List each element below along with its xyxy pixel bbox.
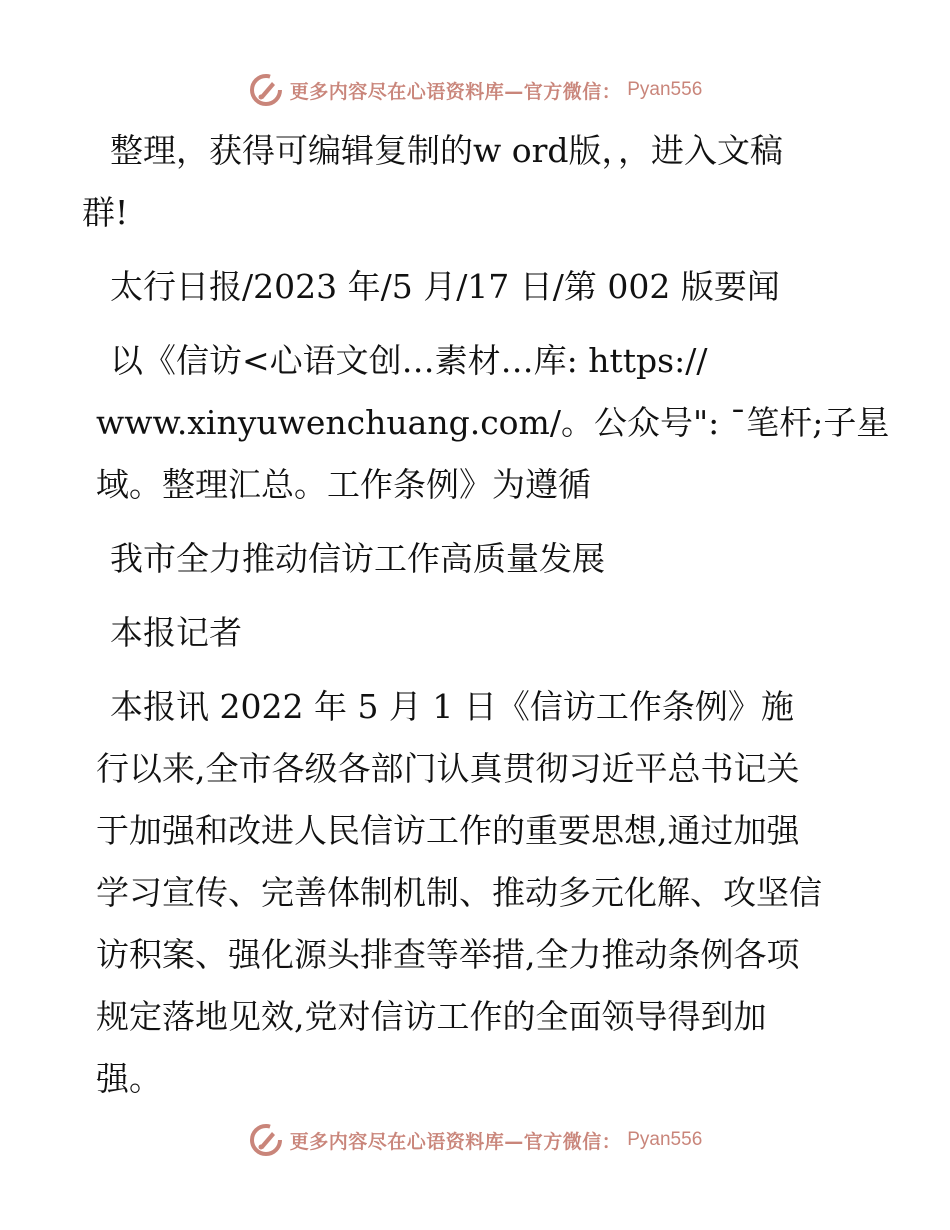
watermark-text: 更多内容尽在心语资料库—官方微信： (289, 1130, 622, 1153)
watermark-text: 更多内容尽在心语资料库—官方微信： (289, 80, 622, 103)
header-watermark (0, 70, 950, 110)
brush-circle-logo-icon (248, 72, 284, 108)
text-line: 于加强和改进人民信访工作的重要思想,通过加强 (96, 811, 800, 850)
text-line: www.xinyuwenchuang.com/。公众号": ¯笔杆;子星 (96, 403, 890, 442)
text-line: 本报讯 2022 年 5 月 1 日《信访工作条例》施 (110, 687, 794, 726)
headline (96, 330, 890, 516)
byline: 本报记者 (110, 613, 242, 652)
watermark-handle: Pyan556 (627, 79, 703, 100)
text-line: 学习宣传、完善体制机制、推动多元化解、攻坚信 (96, 873, 822, 912)
text-line: 域。整理汇总。工作条例》为遵循 (96, 465, 591, 504)
brush-circle-logo-icon (248, 1122, 284, 1158)
text-line: 以《信访<心语文创…素材…库: https:// (110, 341, 708, 380)
document-body (82, 120, 890, 1110)
text-line: 群! (82, 193, 129, 232)
footer-watermark (0, 1120, 950, 1160)
subtitle: 我市全力推动信访工作高质量发展 (110, 539, 605, 578)
watermark-handle: Pyan556 (627, 1129, 703, 1150)
text-line: 整理，获得可编辑复制的w ord版，，进入文稿 (110, 131, 784, 170)
text-line: 规定落地见效,党对信访工作的全面领导得到加 (96, 997, 767, 1036)
intro-paragraph (82, 120, 856, 244)
text-line: 强。 (96, 1059, 162, 1098)
body-paragraph (96, 676, 856, 1110)
text-line: 行以来,全市各级各部门认真贯彻习近平总书记关 (96, 749, 800, 788)
text-line: 访积案、强化源头排查等举措,全力推动条例各项 (96, 935, 800, 974)
source-line: 太行日报/2023 年/5 月/17 日/第 002 版要闻 (110, 267, 780, 306)
